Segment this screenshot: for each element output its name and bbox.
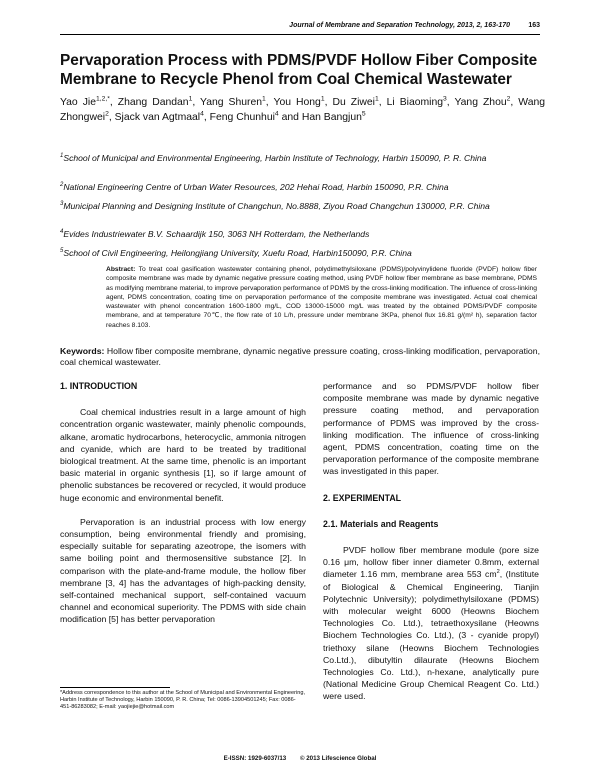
author-name: Yang Shuren bbox=[200, 97, 263, 108]
affiliation-number: 3 bbox=[60, 201, 64, 208]
materials-paragraph bbox=[323, 544, 539, 703]
affiliation-text: School of Civil Engineering, Heilongjiang University, Xuefu Road, Harbin150090, P.R. China bbox=[63, 248, 412, 258]
correspondence-footnote: *Address correspondence to this author at the School of Municipal and Environmental Engineering, Harbin Institute of Technology, Harbin 150090, P. R. China; Tel: 0086-13904501245; Fax: 0086-451-86283082; E-mail: yaojiejie@hotmail.com bbox=[60, 690, 306, 710]
left-column bbox=[60, 380, 306, 626]
journal-citation: Journal of Membrane and Separation Technology, 2013, 2, 163-170 bbox=[289, 22, 510, 29]
author-name: Han Bangjun bbox=[301, 111, 362, 123]
affiliation-3 bbox=[60, 201, 540, 212]
author-affiliation-marker: 5 bbox=[361, 110, 366, 118]
author-list: Yao Jie$^{1,2,*}$, Zhang Dandan$^1$, Yang Shuren$^1$, You Hong$^1$, Du Ziwei$^1$, Li Biaoming$^3$, Yang Zhou$^2$, Wang Zhongwei$^2$, Sjack van Agtmaal$^4$, Feng Chunhui$^4$ and Han Bangjun$^5$ bbox=[60, 95, 546, 123]
author-affiliation-marker: 1 bbox=[320, 95, 325, 103]
keywords bbox=[60, 346, 540, 369]
intro-paragraph-2: Pervaporation is an industrial process with low energy consumption, being environmental friendly and promising, especially suitable for separating azeotrope, the isomers with same boiling point and thermosensitive substance [2]. In comparison with the plate-and-frame module, the hollow fiber membrane [3, 4] has the advantages of high-packing density, self-contained mechanical support, self-contained vacuum channel and economical superiority. The PDMS with side chain modification [5] has better pervaporation bbox=[60, 516, 306, 625]
author-affiliation-marker: 4 bbox=[200, 110, 204, 118]
abstract-label: Abstract: bbox=[106, 266, 136, 273]
author-name: Sjack van Agtmaal bbox=[114, 111, 201, 123]
author-affiliation-marker: 1 bbox=[188, 95, 193, 103]
right-column bbox=[323, 380, 539, 703]
section-heading-introduction: 1. INTRODUCTION bbox=[60, 381, 138, 391]
author-name: Feng Chunhui bbox=[209, 111, 275, 123]
materials-text-a: PVDF hollow fiber membrane module (pore size 0.16 μm, hollow fiber inner diameter 0.8mm, external diameter 1.16 mm, membrane area 553 cm bbox=[323, 545, 539, 580]
author-name: Zhang Dandan bbox=[117, 97, 189, 108]
affiliation-text: Municipal Planning and Designing Institute of Changchun, No.8888, Ziyou Road Changchun 130000, P.R. China bbox=[63, 201, 490, 211]
affiliation-2 bbox=[60, 182, 540, 193]
affiliation-number: 5 bbox=[60, 248, 64, 255]
subsection-heading-materials: 2.1. Materials and Reagents bbox=[323, 518, 439, 529]
author-name: Yao Jie bbox=[60, 97, 96, 108]
affiliation-number: 2 bbox=[60, 182, 64, 189]
author-affiliation-marker: 1 bbox=[375, 95, 379, 103]
affiliation-text: National Engineering Centre of Urban Water Resources, 202 Hehai Road, Harbin 150090, P.R. China bbox=[63, 182, 449, 192]
intro-paragraph-3: performance and so PDMS/PVDF hollow fiber composite membrane was made by dynamic negative pressure coating method, and pervaporation performance of PDMS was improved by the cross-linking modification. The influence of cross-linking agent, PDMS concentration, coating time on the pervaporation performance of the composite membrane was investigated in this paper. bbox=[323, 381, 539, 477]
author-name: Wang Zhongwei bbox=[60, 97, 546, 123]
author-affiliation-marker: 4 bbox=[274, 110, 279, 118]
affiliation-1 bbox=[60, 153, 540, 164]
running-header bbox=[60, 20, 540, 34]
keywords-label: Keywords: bbox=[60, 346, 105, 356]
author-name: Yang Zhou bbox=[454, 97, 507, 108]
author-affiliation-marker: 1 bbox=[262, 95, 266, 103]
page-footer bbox=[60, 755, 540, 762]
affiliation-text: School of Municipal and Environmental Engineering, Harbin Institute of Technology, Harbin 150090, P. R. China bbox=[63, 153, 487, 163]
affiliation-number: 1 bbox=[60, 153, 64, 160]
affiliation-number: 4 bbox=[60, 229, 64, 236]
materials-text-b: , (Institute of Biological & Chemical Engineering, Tianjin Polytechnic University); polydimethylsiloxane (PDMS) with molecular weight 6000 (Heowns Biochem Technologies Co. Ltd.), tetraethoxysilane (Heowns Biochem Technologies Co. Ltd.), (3 - cyanide propyl) triethoxy silane (Heowns Biochem Technologies Co.Ltd.), dibutyltin dilaurate (Heowns Biochem Technologies Co. Ltd.), n-hexane, analytically pure (National Medicine Group Chemical Reagent Co. Ltd.) were used. bbox=[323, 569, 539, 702]
abstract-text: To treat coal gasification wastewater containing phenol, polydimethylsiloxane (PDMS)/polyvinylidene fluoride (PVDF) hollow fiber composite membrane was made by dynamic negative pressure coating method, using PVDF hollow fiber membrane as base membrane, PDMS as modifying membrane material, to improve pervaporation performance of PDMS by the cross-linking modification. The influence of cross-linking agent, PDMS concentration, coating time on pervaporation performance of the composite membrane was investigated. Actual coal chemical wastewater with phenol concentration 1600-1800 mg/L, COD 13000-15000 mg/L was treated by the obtained PDMS/PVDF composite membrane, and at temperature 70℃, the flow rate of 10 L/h, pressure under membrane 3KPa, phenol flux 16.81 g/(m² h), separation factor reaches 8.103. bbox=[106, 266, 537, 329]
abstract bbox=[106, 265, 537, 330]
author-name: Du Ziwei bbox=[332, 97, 375, 108]
author-affiliation-marker: 3 bbox=[443, 95, 447, 103]
paper-title: Pervaporation Process with PDMS/PVDF Hollow Fiber Composite Membrane to Recycle Phenol from Coal Chemical Wastewater bbox=[60, 52, 538, 88]
affiliation-4 bbox=[60, 229, 540, 240]
affiliation-text: Evides Industriewater B.V. Schaardijk 150, 3063 NH Rotterdam, the Netherlands bbox=[63, 229, 370, 239]
section-heading-experimental: 2. EXPERIMENTAL bbox=[323, 492, 402, 503]
copyright: © 2013 Lifescience Global bbox=[299, 755, 377, 762]
affiliation-5 bbox=[60, 248, 540, 259]
author-affiliation-marker: 2 bbox=[506, 95, 511, 103]
page-number: 163 bbox=[528, 22, 540, 29]
header-rule bbox=[60, 34, 540, 35]
footnote-rule bbox=[60, 687, 170, 688]
author-affiliation-marker: 1,2,* bbox=[95, 95, 110, 103]
unit-superscript: 2 bbox=[496, 569, 500, 576]
author-name: You Hong bbox=[273, 97, 321, 108]
author-name: Li Biaoming bbox=[386, 97, 444, 108]
intro-paragraph-1: Coal chemical industries result in a large amount of high concentration organic wastewater, mainly phenolic compounds, alkane, aromatic hydrocarbons, heterocyclic, ammonia nitrogen and cyanide, which are hard to be treated by traditional biological treatment. At the same time, phenolic is an important basic material in organic synthesis [1], so if large amount of phenolic substances be recovered or recycled, it would produce huge economic and environmental benefit. bbox=[60, 407, 306, 503]
issn: E-ISSN: 1929-6037/13 bbox=[223, 755, 287, 762]
author-affiliation-marker: 2 bbox=[105, 110, 109, 118]
keywords-text: Hollow fiber composite membrane, dynamic negative pressure coating, cross-linking modification, pervaporation, coal chemical wastewater. bbox=[60, 346, 540, 368]
